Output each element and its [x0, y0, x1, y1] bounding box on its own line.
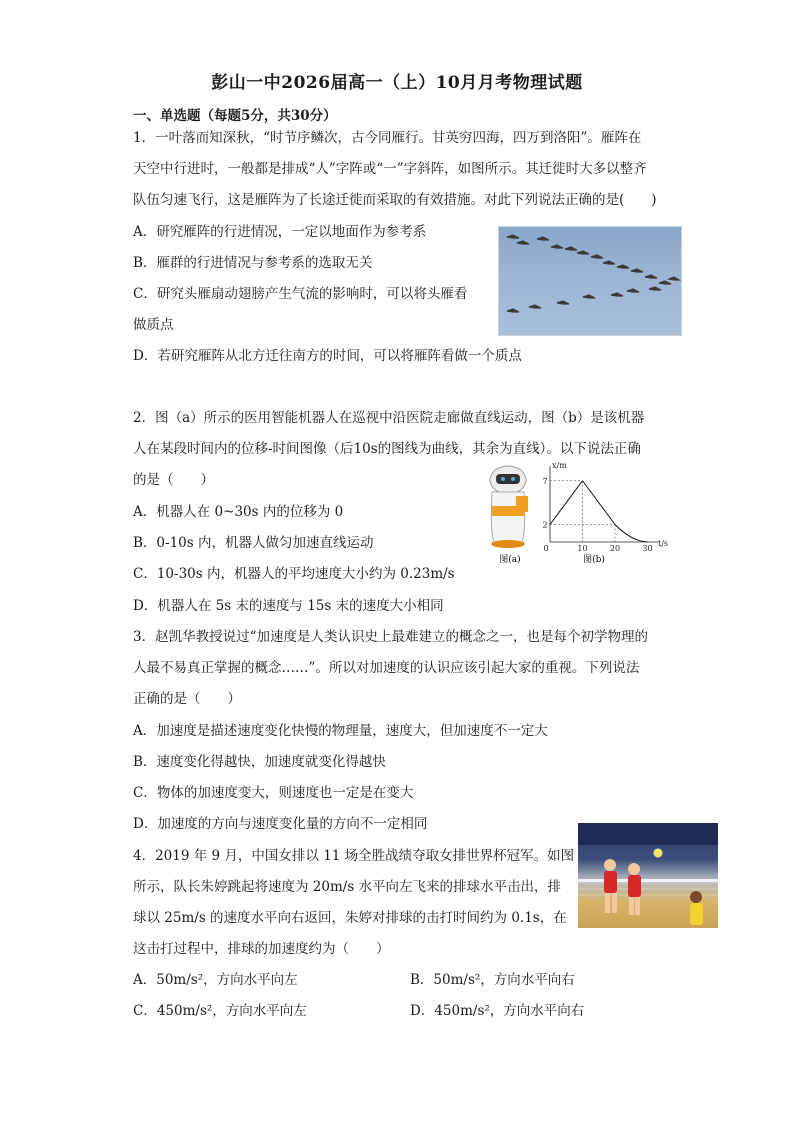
- geese-photo: [498, 226, 682, 336]
- y-axis-label: x/m: [552, 461, 567, 470]
- series-curve-20-30: [615, 525, 648, 543]
- fig-b-label: 图(b): [583, 555, 605, 565]
- q1-stem-line-2: 天空中行进时，一般都是排成“人”字阵或“一”字斜阵，如图所示。其迁徙时大多以整齐: [133, 161, 647, 177]
- q3-option-d: D．加速度的方向与速度变化量的方向不一定相同: [133, 816, 428, 832]
- q2-option-b: B．0-10s 内，机器人做匀加速直线运动: [133, 535, 374, 551]
- q2-stem-line-2: 人在某段时间内的位移-时间图像（后10s的图线为曲线，其余为直线）。以下说法正确: [133, 441, 641, 457]
- x-axis-label: t/s: [658, 539, 669, 548]
- q4-option-d: D．450m/s²，方向水平向右: [410, 1003, 585, 1019]
- robot-and-chart: [482, 461, 669, 570]
- q2-option-d: D．机器人在 5s 末的速度与 15s 末的速度大小相同: [133, 598, 444, 614]
- q2-stem-line-1: 2．图（a）所示的医用智能机器人在巡视中沿医院走廊做直线运动，图（b）是该机器: [133, 410, 645, 426]
- q2-stem-line-3: 的是（ ）: [133, 472, 214, 488]
- volleyball-photo: [578, 823, 718, 928]
- x-tick-30: 30: [642, 544, 653, 553]
- q4-option-a: A．50m/s²，方向水平向左: [133, 972, 298, 988]
- y-tick-2: 2: [542, 520, 548, 530]
- q4-stem-line-3: 球以 25m/s 的速度水平向右返回，朱婷对排球的击打时间约为 0.1s，在: [133, 910, 567, 926]
- q1-option-a: A．研究雁阵的行进情况，一定以地面作为参考系: [133, 224, 427, 240]
- robot-icon: [490, 466, 528, 548]
- origin-label: 0: [543, 544, 549, 553]
- x-tick-10: 10: [577, 544, 588, 553]
- q3-option-b: B．速度变化得越快，加速度就变化得越快: [133, 754, 386, 770]
- robot-figure: [482, 461, 669, 570]
- series-segment-10-20: [583, 481, 616, 525]
- q3-stem-line-1: 3．赵凯华教授说过“加速度是人类认识史上最难建立的概念之一，也是每个初学物理的: [133, 629, 648, 645]
- section-heading: 一、单选题（每题5分，共30分）: [133, 108, 337, 124]
- q3-stem-line-2: 人最不易真正掌握的概念……”。所以对加速度的认识应该引起大家的重视。下列说法: [133, 660, 640, 676]
- q1-stem-line-1: 1．一叶落而知深秋，“时节序鳞次，古今同雁行。甘英穷四海，四万到洛阳”。雁阵在: [133, 130, 642, 146]
- q1-option-c-cont: 做质点: [133, 317, 174, 333]
- q4-stem-line-2: 所示，队长朱婷跳起将速度为 20m/s 水平向左飞来的排球水平击出，排: [133, 879, 562, 895]
- q1-stem-line-3: 队伍匀速飞行，这是雁阵为了长途迁徙而采取的有效措施。对此下列说法正确的是( ): [133, 192, 657, 208]
- q4-stem-line-4: 这击打过程中，排球的加速度约为（ ）: [133, 941, 390, 957]
- q1-option-c: C．研究头雁扇动翅膀产生气流的影响时，可以将头雁看: [133, 286, 468, 302]
- q4-stem-line-1: 4．2019 年 9 月，中国女排以 11 场全胜战绩夺取女排世界杯冠军。如图: [133, 848, 575, 864]
- x-tick-20: 20: [609, 544, 621, 553]
- fig-a-label: 图(a): [499, 555, 521, 565]
- series-segment-0-10: [550, 481, 583, 525]
- q3-option-c: C．物体的加速度变大，则速度也一定是在变大: [133, 785, 414, 801]
- y-tick-7: 7: [542, 476, 548, 486]
- q3-option-a: A．加速度是描述速度变化快慢的物理量，速度大，但加速度不一定大: [133, 723, 548, 739]
- q4-option-b: B．50m/s²，方向水平向右: [410, 972, 575, 988]
- geese-flock-icon: [499, 227, 681, 335]
- exam-title: 彭山一中2026届高一（上）10月月考物理试题: [211, 73, 583, 93]
- q1-option-b: B．雁群的行进情况与参考系的选取无关: [133, 255, 373, 271]
- q2-option-a: A．机器人在 0~30s 内的位移为 0: [133, 504, 344, 520]
- q1-option-d: D．若研究雁阵从北方迁往南方的时间，可以将雁阵看做一个质点: [133, 348, 522, 364]
- q3-stem-line-3: 正确的是（ ）: [133, 691, 241, 707]
- q2-option-c: C．10-30s 内，机器人的平均速度大小约为 0.23m/s: [133, 566, 455, 582]
- volleyball-players-icon: [578, 823, 718, 928]
- xt-chart: [542, 461, 668, 553]
- q4-option-c: C．450m/s²，方向水平向左: [133, 1003, 307, 1019]
